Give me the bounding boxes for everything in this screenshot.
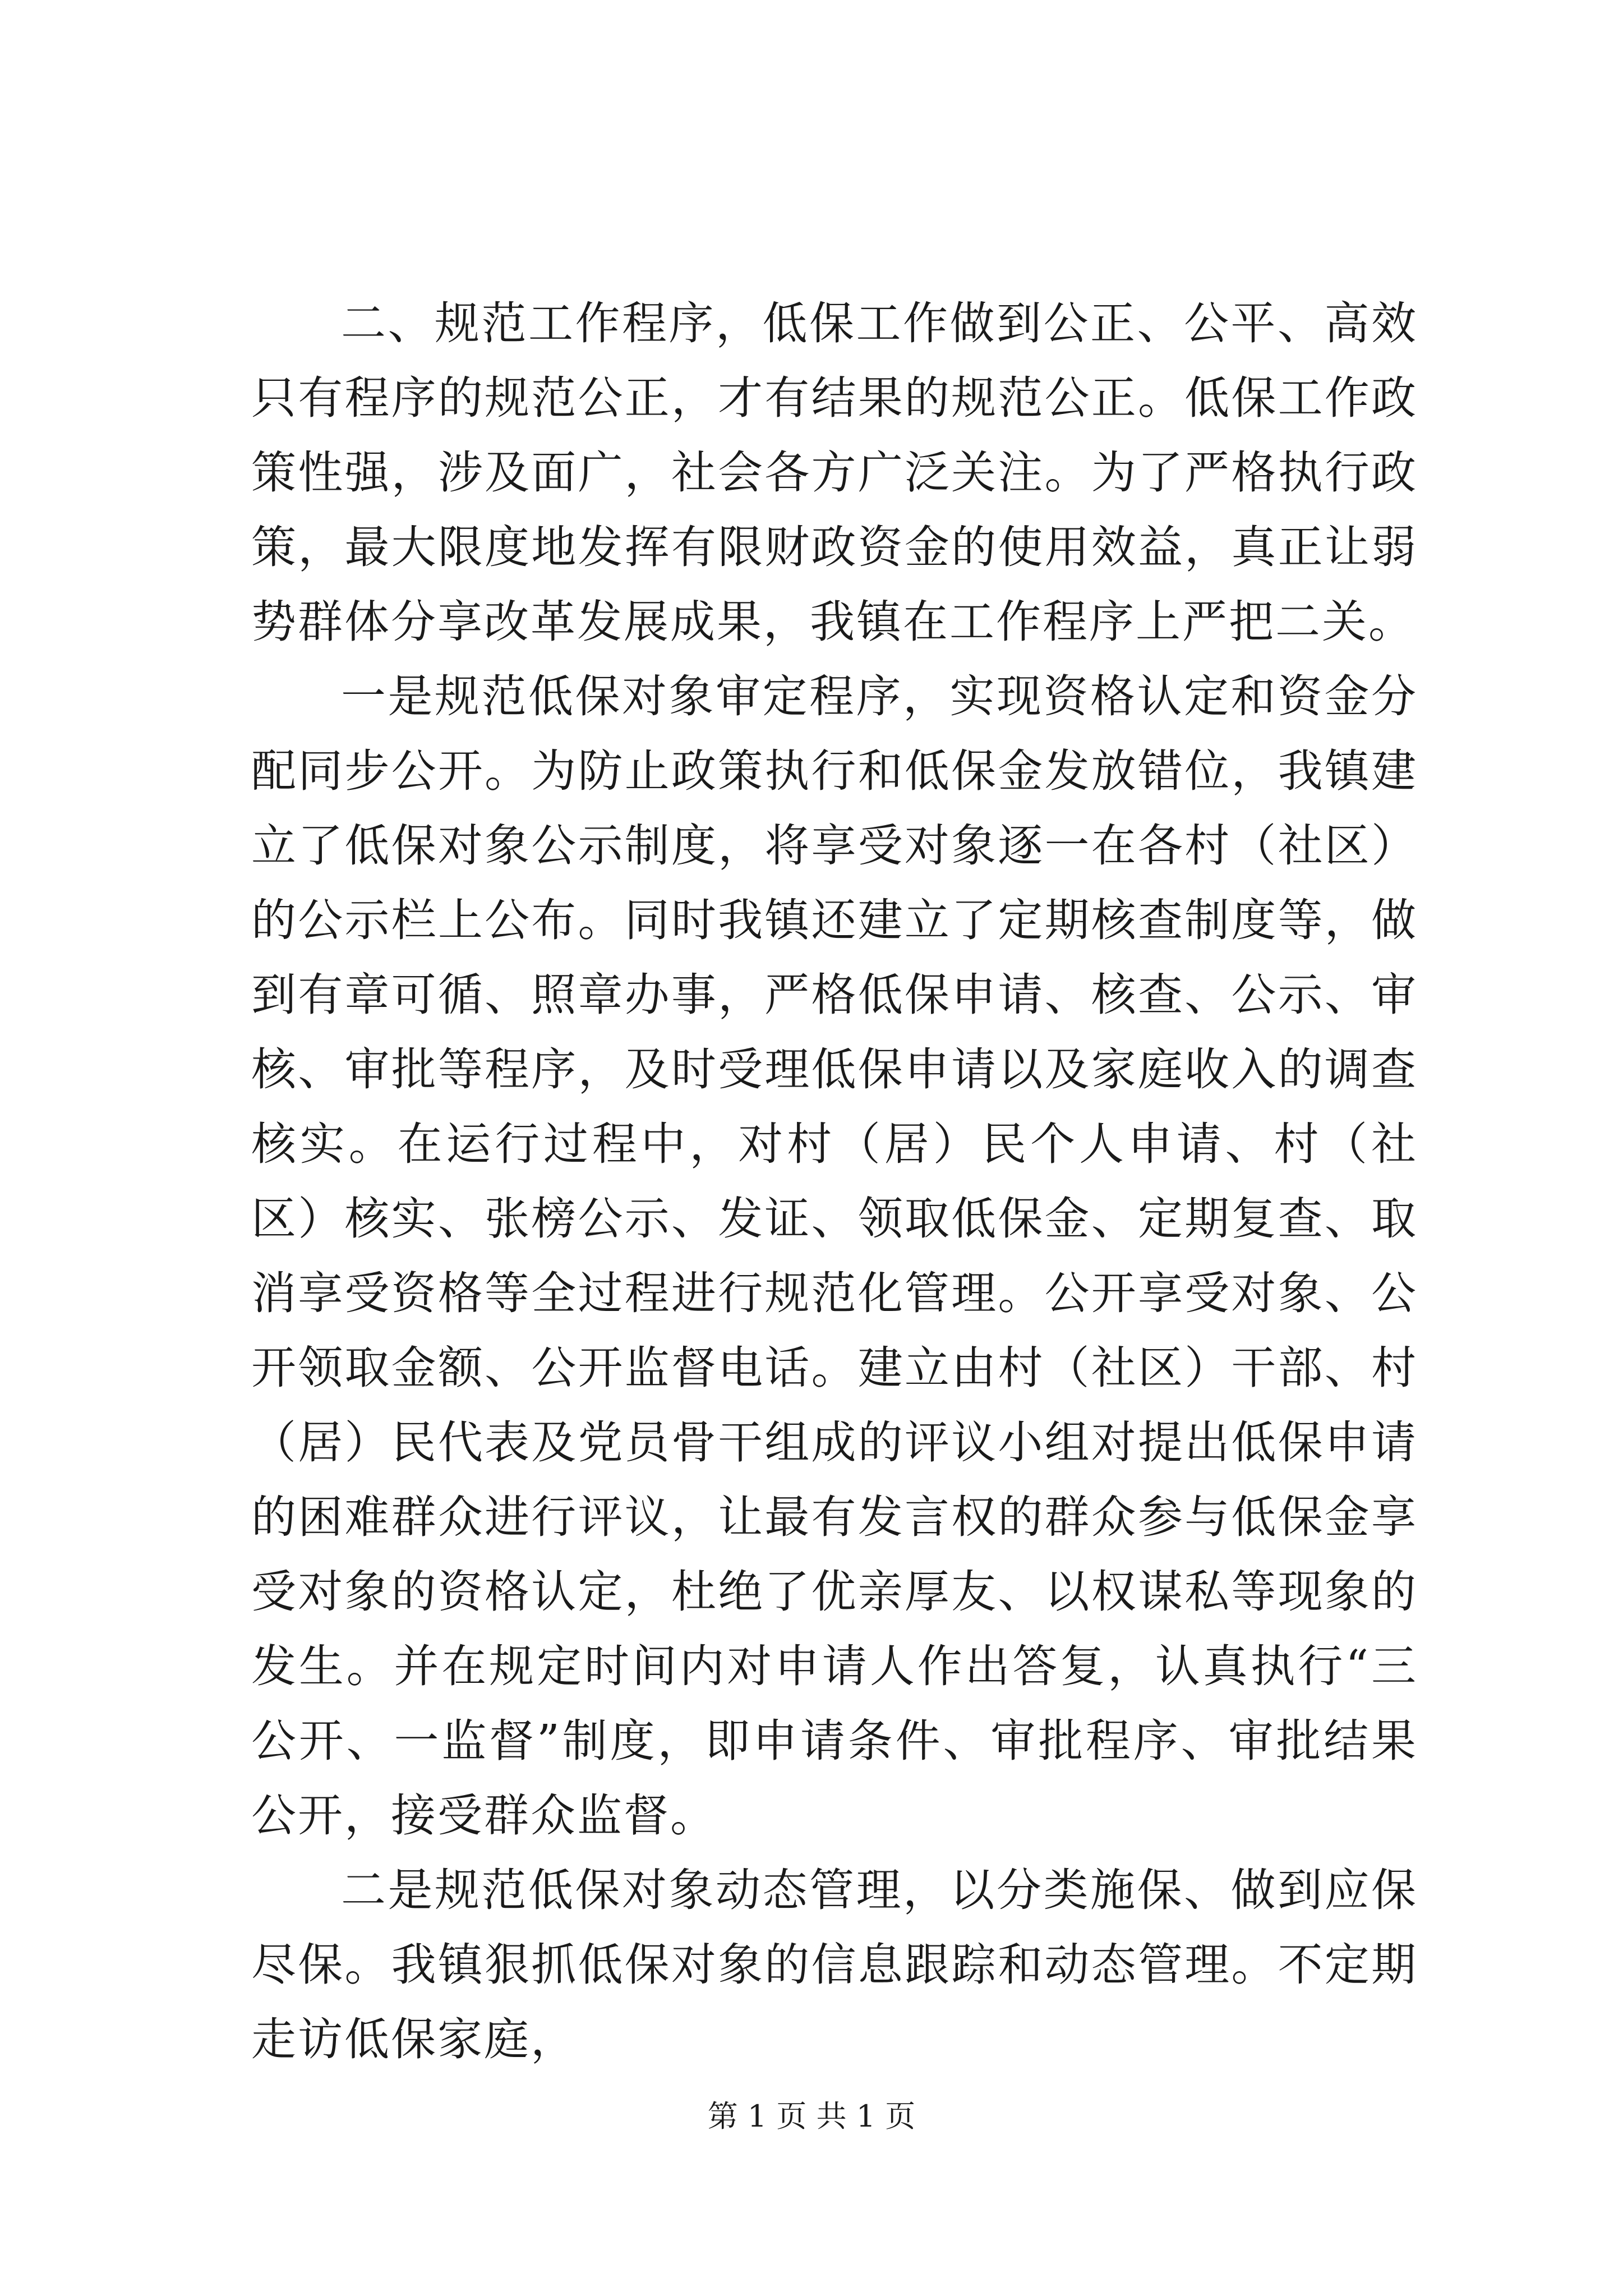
paragraph-eligibility-review: 一是规范低保对象审定程序，实现资格认定和资金分配同步公开。为防止政策执行和低保金发放错位，我镇建立了低保对象公示制度，将享受对象逐一在各村（社区）的公示栏上公布。同时我镇还建立了定期核查制度等，做到有章可循、照章办事，严格低保申请、核查、公示、审核、审批等程序，及时受理低保申请以及家庭收入的调查核实。在运行过程中，对村（居）民个人申请、村（社区）核实、张榜公示、发证、领取低保金、定期复查、取消享受资格等全过程进行规范化管理。公开享受对象、公开领取金额、公开监督电话。建立由村（社区）干部、村（居）民代表及党员骨干组成的评议小组对提出低保申请的困难群众进行评议，让最有发言权的群众参与低保金享受对象的资格认定，杜绝了优亲厚友、以权谋私等现象的发生。并在规定时间内对申请人作出答复，认真执行“三公开、一监督”制度，即申请条件、审批程序、审批结果公开，接受群众监督。 xyxy=(251,670,1418,1842)
paragraph-dynamic-management: 二是规范低保对象动态管理，以分类施保、做到应保尽保。我镇狠抓低保对象的信息跟踪和动态管理。不定期走访低保家庭， xyxy=(251,1864,1418,2065)
document-body xyxy=(251,286,1418,2077)
page-footer: 第 1 页 共 1 页 xyxy=(707,2099,916,2134)
paragraph-procedure-overview: 二、规范工作程序，低保工作做到公正、公平、高效只有程序的规范公正，才有结果的规范公正。低保工作政策性强，涉及面广，社会各方广泛关注。为了严格执行政策，最大限度地发挥有限财政资金的使用效益，真正让弱势群体分享改革发展成果，我镇在工作程序上严把二关。 xyxy=(251,297,1418,648)
